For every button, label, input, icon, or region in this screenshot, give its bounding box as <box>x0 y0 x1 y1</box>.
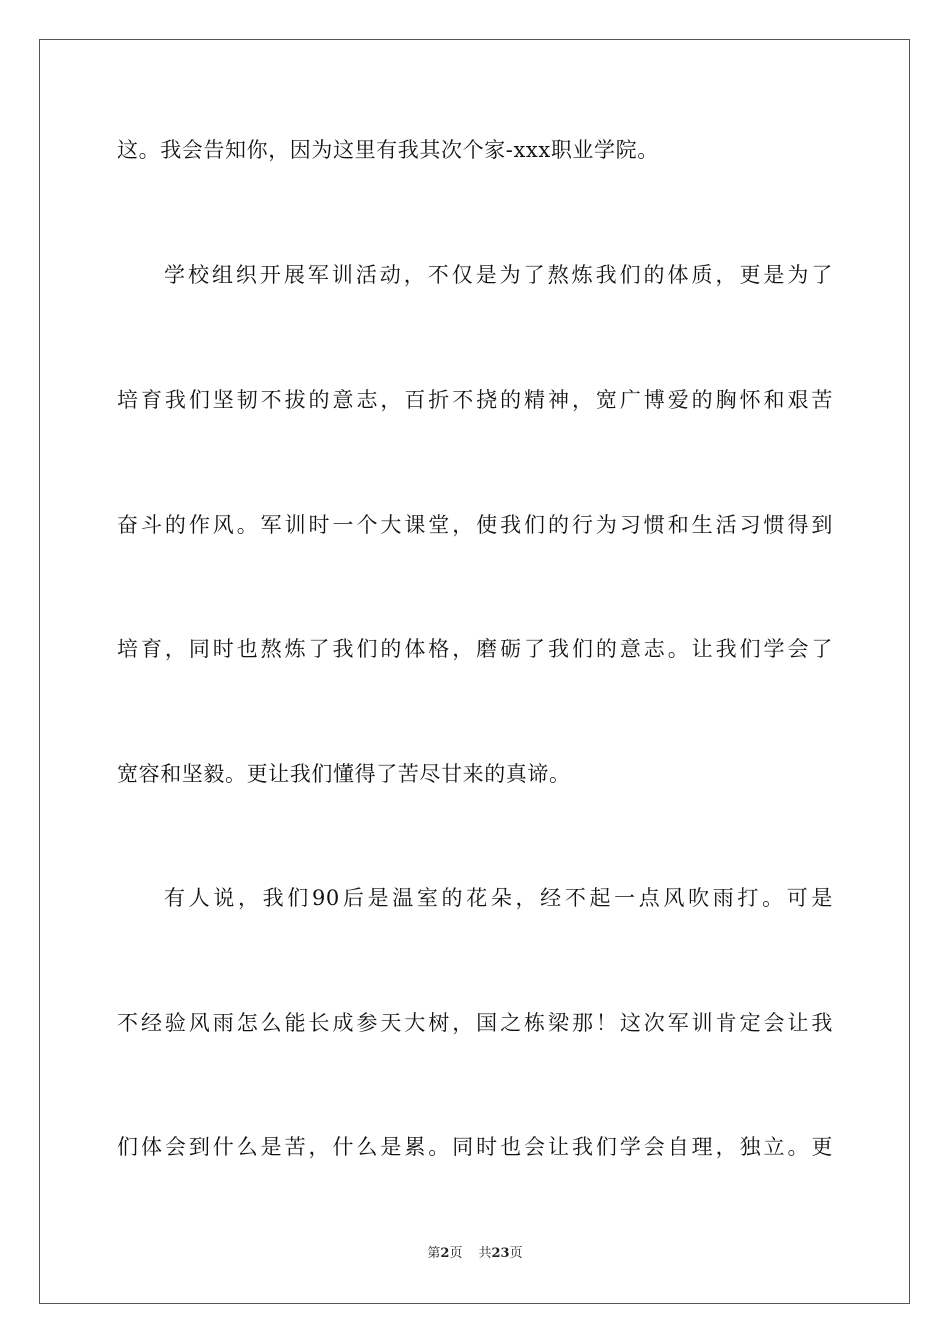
footer-total-pages: 23 <box>491 1246 510 1261</box>
footer-page-number: 2 <box>440 1246 450 1261</box>
text-line-1: 这。我会告知你，因为这里有我其次个家-xxx职业学院。 <box>117 138 659 162</box>
text-line-2: 学校组织开展军训活动，不仅是为了熬炼我们的体质，更是为了 <box>164 263 833 287</box>
footer-page-suffix: 页 <box>449 1246 463 1261</box>
text-line-4: 奋斗的作风。军训时一个大课堂，使我们的行为习惯和生活习惯得到 <box>117 513 833 537</box>
text-line-9: 们体会到什么是苦，什么是累。同时也会让我们学会自理，独立。更 <box>117 1135 833 1159</box>
text-line-3: 培育我们坚韧不拔的意志，百折不挠的精神，宽广博爱的胸怀和艰苦 <box>117 388 833 412</box>
page-border <box>39 39 910 1304</box>
footer-total-prefix: 共 <box>478 1246 492 1261</box>
page-footer <box>0 1245 950 1263</box>
text-line-6: 宽容和坚毅。更让我们懂得了苦尽甘来的真谛。 <box>117 762 571 786</box>
footer-total-suffix: 页 <box>509 1246 523 1261</box>
footer-page-prefix: 第 <box>427 1246 441 1261</box>
text-line-5: 培育，同时也熬炼了我们的体格，磨砺了我们的意志。让我们学会了 <box>117 637 833 661</box>
text-line-8: 不经验风雨怎么能长成参天大树，国之栋梁那！这次军训肯定会让我 <box>117 1011 833 1035</box>
text-line-7: 有人说，我们90后是温室的花朵，经不起一点风吹雨打。可是 <box>164 886 833 910</box>
